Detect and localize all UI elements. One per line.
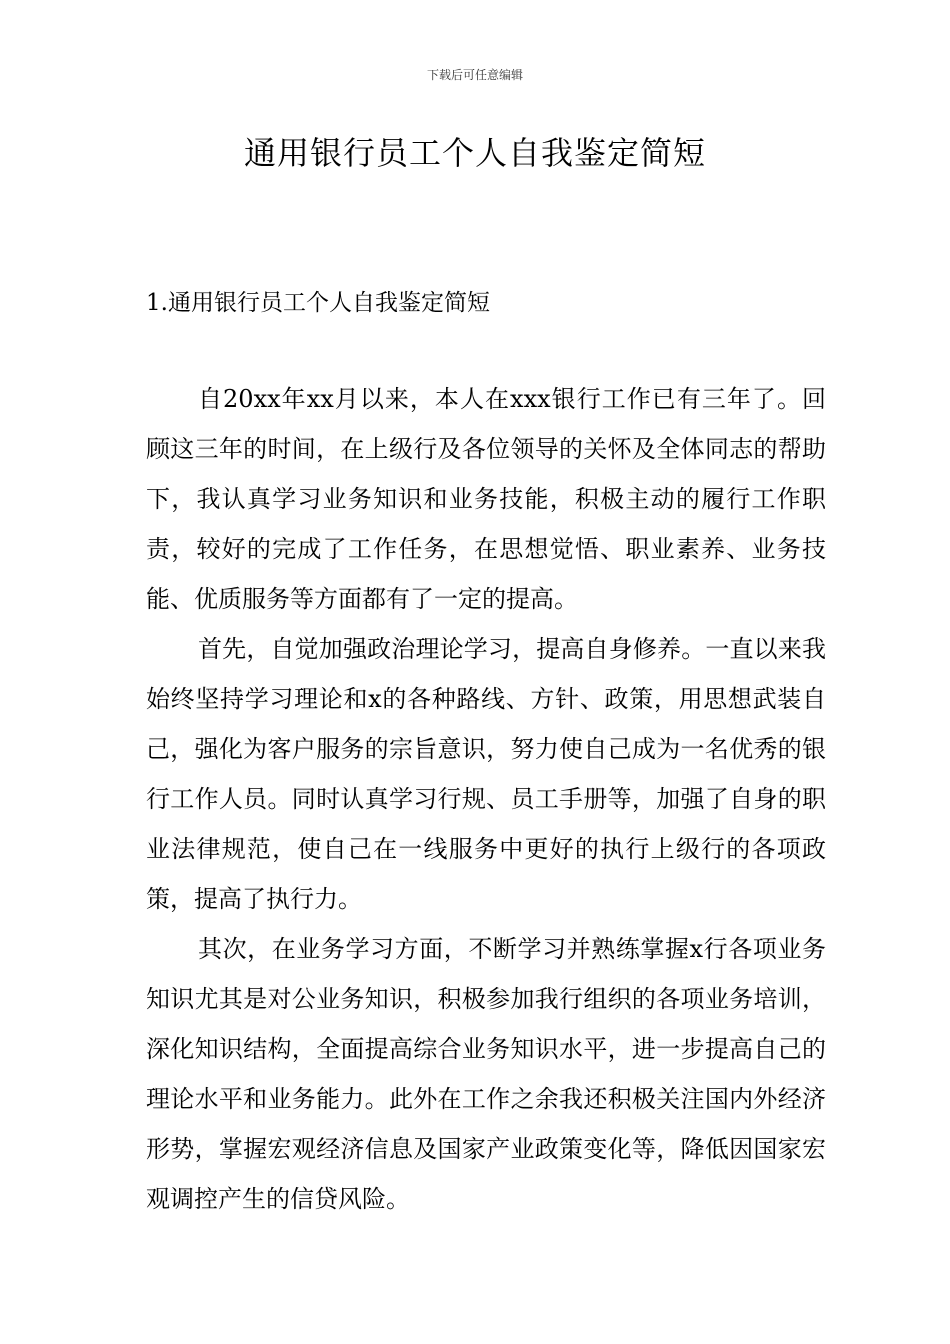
- document-title: 通用银行员工个人自我鉴定简短: [243, 134, 706, 172]
- section-heading: 1.通用银行员工个人自我鉴定简短: [146, 290, 490, 316]
- body-text: [146, 374, 826, 1224]
- paragraph-1: 自20xx年xx月以来，本人在xxx银行工作已有三年了。回顾这三年的时间，在上级行及各位领导的关怀及全体同志的帮助下，我认真学习业务知识和业务技能，积极主动的履行工作职责，较好的完成了工作任务，在思想觉悟、职业素养、业务技能、优质服务等方面都有了一定的提高。: [146, 385, 826, 613]
- header-note: 下载后可任意编辑: [426, 68, 523, 82]
- paragraph-3: 其次，在业务学习方面，不断学习并熟练掌握x行各项业务知识尤其是对公业务知识，积极参加我行组织的各项业务培训，深化知识结构，全面提高综合业务知识水平，进一步提高自己的理论水平和业务能力。此外在工作之余我还积极关注国内外经济形势，掌握宏观经济信息及国家产业政策变化等，降低因国家宏观调控产生的信贷风险。: [146, 935, 826, 1213]
- paragraph-2: 首先，自觉加强政治理论学习，提高自身修养。一直以来我始终坚持学习理论和x的各种路线、方针、政策，用思想武装自己，强化为客户服务的宗旨意识，努力使自己成为一名优秀的银行工作人员。同时认真学习行规、员工手册等，加强了自身的职业法律规范，使自己在一线服务中更好的执行上级行的各项政策，提高了执行力。: [146, 635, 826, 913]
